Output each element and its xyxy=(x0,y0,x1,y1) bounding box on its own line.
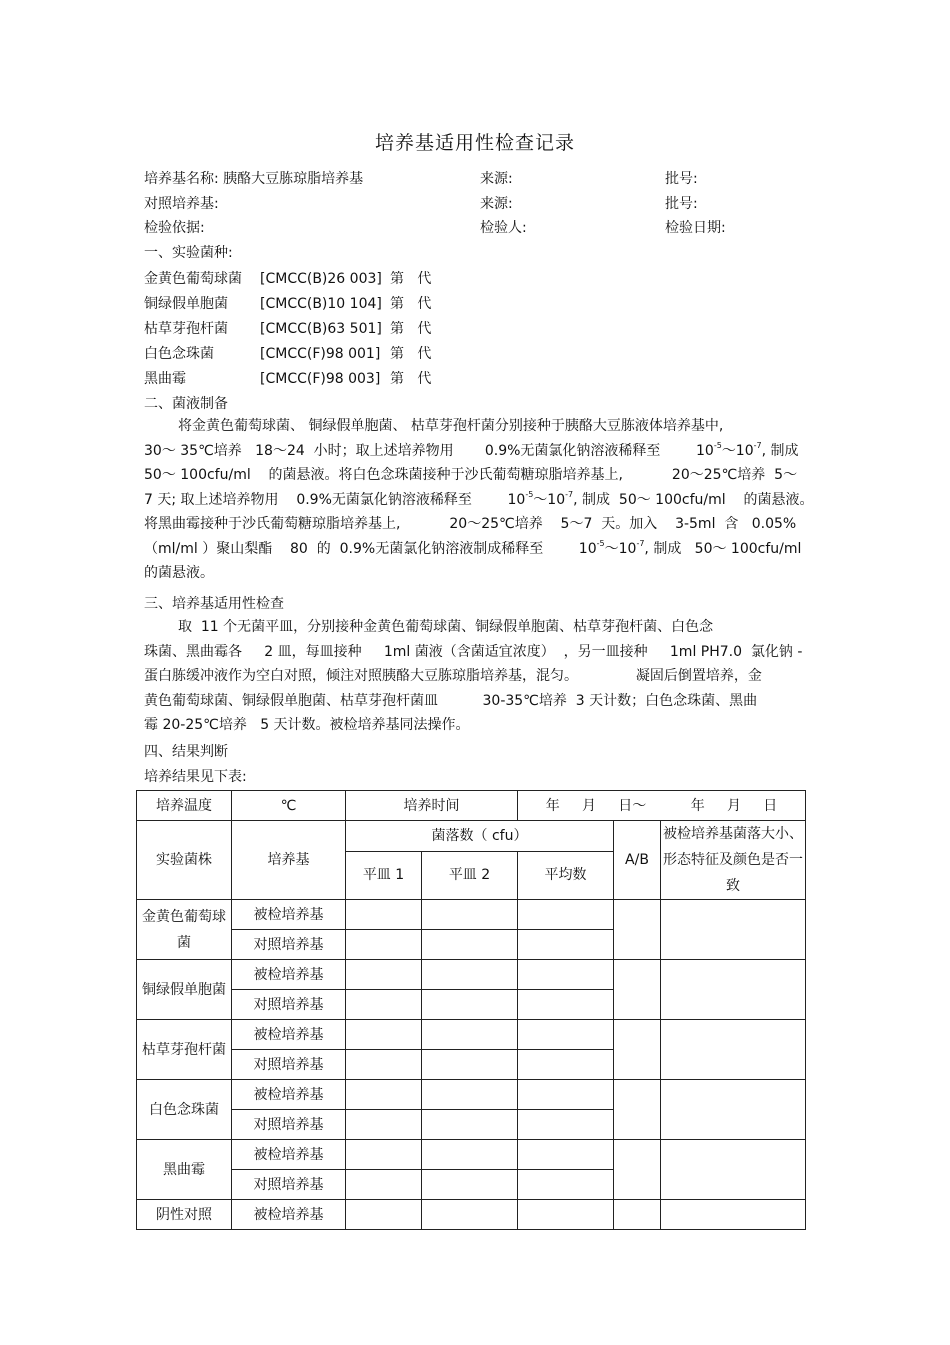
strain-name: 铜绿假单胞菌 xyxy=(144,296,228,312)
average-cell[interactable] xyxy=(518,930,614,960)
page-title: 培养基适用性检查记录 xyxy=(374,132,575,154)
plate2-cell[interactable] xyxy=(422,1050,518,1080)
control-medium-cell: 对照培养基 xyxy=(232,1050,346,1080)
ab-header: A/B xyxy=(614,821,661,900)
control-medium-label: 对照培养基: xyxy=(144,196,219,212)
plate1-cell[interactable] xyxy=(346,1140,422,1170)
ab-cell[interactable] xyxy=(614,1200,661,1230)
plate2-cell[interactable] xyxy=(422,990,518,1020)
strain-generation: 第 代 xyxy=(390,321,432,337)
plate1-cell[interactable] xyxy=(346,1200,422,1230)
section2-line: 50～ 100cfu/ml 的菌悬液。将白色念珠菌接种于沙氏葡萄糖琼脂培养基上, 20～25℃培养 5～ xyxy=(144,467,798,483)
time-label: 培养时间 xyxy=(346,791,518,821)
plate1-cell[interactable] xyxy=(346,1050,422,1080)
strain-cell: 白色念珠菌 xyxy=(137,1080,232,1140)
source-label: 来源: xyxy=(480,171,513,187)
strain-code: [CMCC(B)26 003] xyxy=(260,271,382,287)
batch2-label: 批号: xyxy=(665,196,698,212)
strain-row xyxy=(144,370,431,388)
strain-code: [CMCC(F)98 001] xyxy=(260,346,381,362)
strain-row xyxy=(144,270,431,288)
strain-cell: 黑曲霉 xyxy=(137,1140,232,1200)
source2-label: 来源: xyxy=(480,196,513,212)
negative-control-label: 阴性对照 xyxy=(137,1200,232,1230)
strain-generation: 第 代 xyxy=(390,296,432,312)
batch-label: 批号: xyxy=(665,171,698,187)
plate2-cell[interactable] xyxy=(422,900,518,930)
average-header: 平均数 xyxy=(518,851,614,899)
characteristics-header: 被检培养基菌落大小、形态特征及颜色是否一致 xyxy=(661,821,806,900)
plate1-cell[interactable] xyxy=(346,1170,422,1200)
strain-cell: 枯草芽孢杆菌 xyxy=(137,1020,232,1080)
strain-row xyxy=(144,345,431,363)
characteristics-cell[interactable] xyxy=(661,900,806,960)
test-medium-cell: 被检培养基 xyxy=(232,900,346,930)
count-header: 菌落数（ cfu） xyxy=(346,821,614,852)
plate2-cell[interactable] xyxy=(422,1170,518,1200)
test-medium-cell: 被检培养基 xyxy=(232,1020,346,1050)
section2-line: （ml/ml ）聚山梨酯 80 的 0.9%无菌氯化钠溶液制成稀释至 $10^{-5}\sim 10^{-7}$, 制成 50～ 100cfu/ml xyxy=(144,538,802,557)
strain-cell: 铜绿假单胞菌 xyxy=(137,960,232,1020)
plate1-cell[interactable] xyxy=(346,1020,422,1050)
strain-generation: 第 代 xyxy=(390,346,432,362)
basis-label: 检验依据: xyxy=(144,220,205,236)
section3-line: 取 11 个无菌平皿，分别接种金黄色葡萄球菌、铜绿假单胞菌、枯草芽孢杆菌、白色念 xyxy=(178,619,714,635)
time-range: 年 月 日～ 年 月 日 xyxy=(518,791,806,821)
ab-cell[interactable] xyxy=(614,1140,661,1200)
average-cell[interactable] xyxy=(518,900,614,930)
section2-line: 7 天; 取上述培养物用 0.9%无菌氯化钠溶液稀释至 $10^{-5}\sim 10^{-7}$, 制成 50～ 100cfu/ml 的菌悬液。 xyxy=(144,489,814,508)
section3-title: 三、培养基适用性检查 xyxy=(144,596,284,612)
section4-title: 四、结果判断 xyxy=(144,744,228,760)
plate1-cell[interactable] xyxy=(346,930,422,960)
header-row-1 xyxy=(144,170,806,188)
strain-name: 金黄色葡萄球菌 xyxy=(144,271,242,287)
medium-header: 培养基 xyxy=(232,821,346,900)
plate2-header: 平皿 2 xyxy=(422,851,518,899)
strain-cell: 金黄色葡萄球菌 xyxy=(137,900,232,960)
section2-title: 二、菌液制备 xyxy=(144,396,228,412)
section3-line: 珠菌、黑曲霉各 2 皿，每皿接种 1ml 菌液（含菌适宜浓度） ，另一皿接种 1ml PH7.0 氯化钠 - xyxy=(144,643,803,660)
section2-body xyxy=(144,414,814,586)
strain-header: 实验菌株 xyxy=(137,821,232,900)
section2-line: 的菌悬液。 xyxy=(144,565,214,581)
plate1-cell[interactable] xyxy=(346,990,422,1020)
test-medium-cell: 被检培养基 xyxy=(232,1200,346,1230)
plate1-header: 平皿 1 xyxy=(346,851,422,899)
control-medium-cell: 对照培养基 xyxy=(232,930,346,960)
strain-name: 白色念珠菌 xyxy=(144,346,214,362)
control-medium-cell: 对照培养基 xyxy=(232,1110,346,1140)
strain-generation: 第 代 xyxy=(390,271,432,287)
section3-line: 黄色葡萄球菌、铜绿假单胞菌、枯草芽孢杆菌皿 30-35℃培养 3 天计数；白色念珠菌、黑曲 xyxy=(144,692,758,709)
average-cell[interactable] xyxy=(518,1020,614,1050)
temp-unit: ℃ xyxy=(232,791,346,821)
average-cell[interactable] xyxy=(518,1110,614,1140)
plate2-cell[interactable] xyxy=(422,960,518,990)
characteristics-cell[interactable] xyxy=(661,1020,806,1080)
section2-line: 将黑曲霉接种于沙氏葡萄糖琼脂培养基上, 20～25℃培养 5～7 天。加入 3-5ml 含 0.05% xyxy=(144,516,797,532)
ab-cell[interactable] xyxy=(614,900,661,960)
strain-row xyxy=(144,295,431,313)
control-medium-cell: 对照培养基 xyxy=(232,990,346,1020)
control-medium-cell: 对照培养基 xyxy=(232,1170,346,1200)
ab-cell[interactable] xyxy=(614,960,661,1020)
strain-row xyxy=(144,320,431,338)
inspector-label: 检验人: xyxy=(480,220,527,236)
plate2-cell[interactable] xyxy=(422,930,518,960)
plate2-cell[interactable] xyxy=(422,1200,518,1230)
average-cell[interactable] xyxy=(518,1080,614,1110)
plate2-cell[interactable] xyxy=(422,1020,518,1050)
strain-code: [CMCC(F)98 003] xyxy=(260,371,381,387)
characteristics-cell[interactable] xyxy=(661,960,806,1020)
characteristics-cell[interactable] xyxy=(661,1080,806,1140)
date-label: 检验日期: xyxy=(665,220,726,236)
average-cell[interactable] xyxy=(518,1200,614,1230)
plate2-cell[interactable] xyxy=(422,1110,518,1140)
strain-name: 黑曲霉 xyxy=(144,371,186,387)
average-cell[interactable] xyxy=(518,1050,614,1080)
plate1-cell[interactable] xyxy=(346,900,422,930)
characteristics-cell[interactable] xyxy=(661,1140,806,1200)
strain-generation: 第 代 xyxy=(390,371,432,387)
ab-cell[interactable] xyxy=(614,1080,661,1140)
section1-title: 一、实验菌种: xyxy=(144,245,233,261)
temp-label: 培养温度 xyxy=(137,791,232,821)
characteristics-cell[interactable] xyxy=(661,1200,806,1230)
average-cell[interactable] xyxy=(518,1170,614,1200)
section2-line: 30～ 35℃培养 18～24 小时；取上述培养物用 0.9%无菌氯化钠溶液稀释至 $10^{-5}\sim 10^{-7}$, 制成 xyxy=(144,440,799,459)
strain-code: [CMCC(B)10 104] xyxy=(260,296,382,312)
test-medium-cell: 被检培养基 xyxy=(232,1140,346,1170)
section3-line: 蛋白胨缓冲液作为空白对照，倾注对照胰酪大豆胨琼脂培养基，混匀。 凝固后倒置培养，金 xyxy=(144,668,762,684)
ab-cell[interactable] xyxy=(614,1020,661,1080)
section3-line: 霉 20-25℃培养 5 天计数。被检培养基同法操作。 xyxy=(144,717,470,733)
average-cell[interactable] xyxy=(518,1140,614,1170)
average-cell[interactable] xyxy=(518,960,614,990)
plate2-cell[interactable] xyxy=(422,1080,518,1110)
section2-line: 将金黄色葡萄球菌、 铜绿假单胞菌、 枯草芽孢杆菌分别接种于胰酪大豆胨液体培养基中, xyxy=(178,418,724,434)
strain-name: 枯草芽孢杆菌 xyxy=(144,321,228,337)
header-row-2 xyxy=(144,195,806,213)
section3-body xyxy=(144,615,806,738)
test-medium-cell: 被检培养基 xyxy=(232,960,346,990)
plate2-cell[interactable] xyxy=(422,1140,518,1170)
plate1-cell[interactable] xyxy=(346,1080,422,1110)
test-medium-cell: 被检培养基 xyxy=(232,1080,346,1110)
medium-name-value: 胰酪大豆胨琼脂培养基 xyxy=(223,171,364,187)
average-cell[interactable] xyxy=(518,990,614,1020)
results-table xyxy=(136,790,806,1230)
medium-name-label: 培养基名称: xyxy=(144,171,219,187)
section4-subtitle: 培养结果见下表: xyxy=(144,769,247,785)
plate1-cell[interactable] xyxy=(346,1110,422,1140)
header-row-3 xyxy=(144,219,806,237)
plate1-cell[interactable] xyxy=(346,960,422,990)
strain-code: [CMCC(B)63 501] xyxy=(260,321,382,337)
